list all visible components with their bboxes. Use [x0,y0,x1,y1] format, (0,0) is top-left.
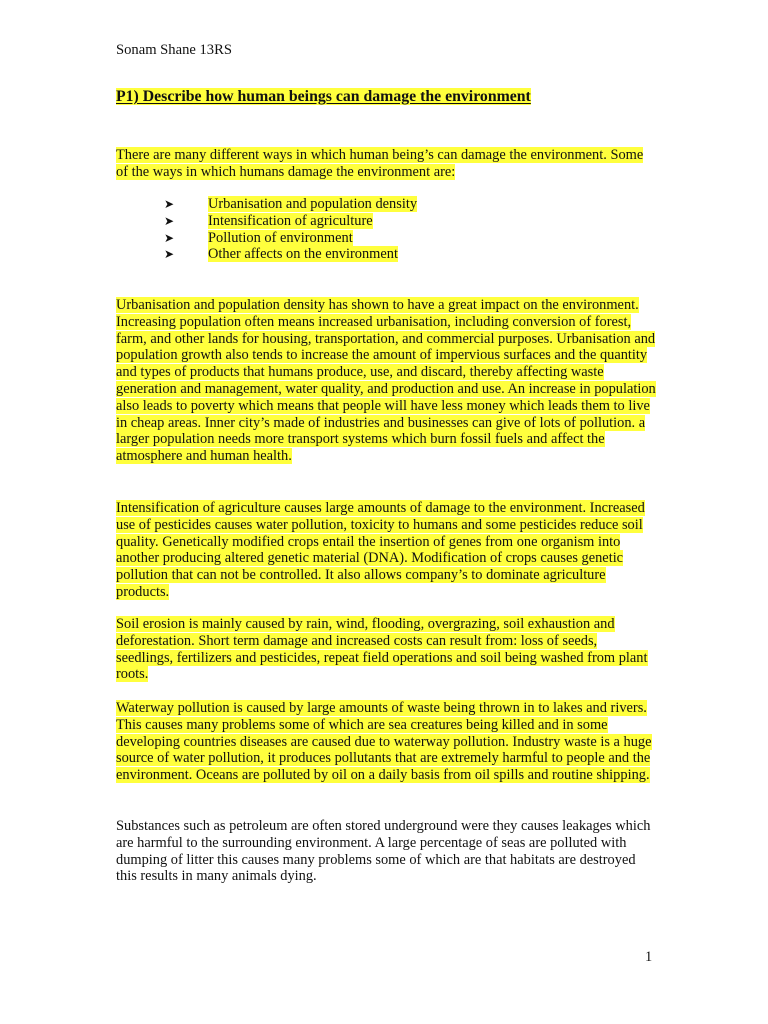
arrowhead-bullet-icon: ➤ [164,247,175,262]
list-item-label: Pollution of environment [208,229,353,246]
waterway-paragraph-text: Waterway pollution is caused by large amounts of waste being thrown in to lakes and rivers. This causes many problems some of which are sea creatures being killed and in some developing countries diseases are caused due to waterway pollution. Industry waste is a huge source of water pollution, it produces pollutants that are extremely harmful to people and the environment. Oceans are polluted by oil on a daily basis from oil spills and routine shipping. [116,700,652,784]
list-item-label: Other affects on the environment [208,246,398,263]
intro-paragraph-text: There are many different ways in which human being’s can damage the environment. Some of the ways in which humans damage the environment are: [116,147,644,180]
list-item [164,230,417,247]
substances-paragraph [116,818,656,885]
list-item-label: Urbanisation and population density [208,196,418,212]
list-item [164,246,417,263]
soil-erosion-paragraph [116,616,656,683]
soil-erosion-paragraph-text: Soil erosion is mainly caused by rain, wind, flooding, overgrazing, soil exhaustion and deforestation. Short term damage and increased costs can result from: loss of seeds, seedlings, fertilizers and pesticides, repeat field operations and soil being washed from plant roots. [116,616,648,683]
arrowhead-bullet-icon: ➤ [164,213,175,228]
waterway-paragraph [116,700,656,784]
list-item-label: Intensification of agriculture [208,212,373,229]
document-page [116,38,656,998]
author-header: Sonam Shane 13RS [116,42,232,58]
topic-bullet-list [164,196,417,263]
page-title-text: P1) Describe how human beings can damage the environment [116,88,531,105]
urbanisation-paragraph-text: Urbanisation and population density has shown to have a great impact on the environment. Increasing population often means increased urbanisation, including conversion of forest, farm, and other lands for housing, transportation, and commercial purposes. Urbanisation and population growth also tends to increase the amount of impervious surfaces and the quantity and types of products that humans produce, use, and discard, thereby affecting waste generation and management, water quality, and production and use. An increase in population also leads to poverty which means that people will have less money which leads them to live in cheap areas. Inner city’s made of industries and businesses can give of lots of pollution. a larger population needs more transport systems which burn fossil fuels and affect the atmosphere and human health. [116,297,656,465]
arrowhead-bullet-icon: ➤ [164,197,175,211]
list-item [164,213,417,230]
agriculture-paragraph-text: Intensification of agriculture causes large amounts of damage to the environment. Increased use of pesticides causes water pollution, toxicity to humans and some pesticides reduce soil quality. Genetically modified crops entail the insertion of genes from one organism into another producing altered genetic material (DNA). Modification of crops causes genetic pollution that can not be controlled. It also allows company’s to dominate agriculture products. [116,500,645,600]
agriculture-paragraph [116,500,656,601]
urbanisation-paragraph [116,297,656,465]
page-number: 1 [645,949,653,965]
intro-paragraph [116,147,656,181]
substances-paragraph-text: Substances such as petroleum are often stored underground were they causes leakages which are harmful to the surrounding environment. A large percentage of seas are polluted with dumping of litter this causes many problems some of which are that habitats are destroyed this results in many animals dying. [116,818,651,885]
arrowhead-bullet-icon: ➤ [164,230,175,245]
list-item [164,196,417,213]
page-title [116,88,531,106]
